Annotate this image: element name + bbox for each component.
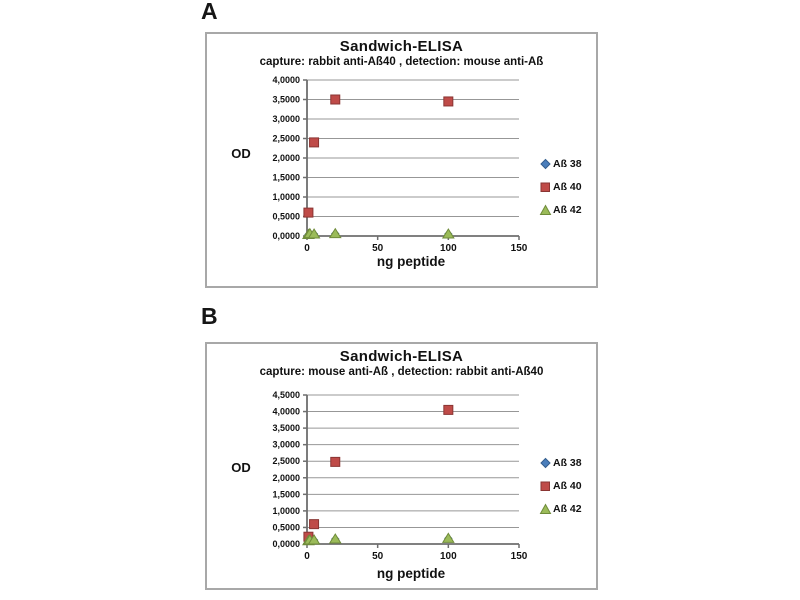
chart-subtitle: capture: rabbit anti-Aß40 , detection: mouse anti-Aß [259,56,544,68]
x-tick-label: 0 [304,243,310,254]
y-tick-label: 3,0000 [272,439,300,450]
legend-glyph [541,458,550,467]
legend-item-ab42 [539,198,582,221]
diamond-glyph [539,158,552,170]
x-tick-label: 50 [372,551,384,562]
chart-subtitle: capture: mouse anti-Aß , detection: rabbit anti-Aß40 [259,366,544,378]
y-tick-label: 2,5000 [272,456,300,467]
y-tick-label: 4,0000 [272,406,300,417]
legend-glyph [541,504,551,513]
legend-label-ab40: Aß 40 [553,479,582,492]
legend-marker-ab40-square-icon [539,480,552,492]
y-tick-label: 3,5000 [272,423,300,434]
data-point-square [331,95,340,104]
y-tick-label: 2,5000 [272,133,300,144]
triangle-glyph [539,204,552,216]
legend-item-ab38 [539,451,582,474]
legend-glyph [541,205,551,214]
x-axis-title: ng peptide [376,254,446,269]
x-tick-label: 100 [439,243,457,254]
legend [539,451,582,520]
chart-title: Sandwich-ELISA [339,38,464,55]
x-tick-label: 150 [510,551,528,562]
y-tick-label: 2,0000 [272,153,300,163]
data-point-square [310,520,319,529]
legend-label-ab40: Aß 40 [553,180,582,193]
x-tick-label: 50 [372,243,384,254]
legend-marker-ab38-diamond-icon [539,457,552,469]
y-tick-label: 1,5000 [272,172,300,183]
square-glyph [539,480,552,492]
x-axis-title: ng peptide [376,566,446,581]
legend-marker-ab38-diamond-icon [539,158,552,170]
panel-b-letter: B [201,303,218,329]
legend-glyph [541,183,550,192]
panel-a-chart [205,32,598,288]
data-point-square [310,138,319,147]
y-axis-title: OD [231,460,251,475]
legend-label-ab42: Aß 42 [553,203,582,216]
panel-b-chart [205,342,598,590]
legend-label-ab38: Aß 38 [553,456,582,469]
legend-marker-ab42-triangle-icon [539,204,552,216]
chart-title: Sandwich-ELISA [339,348,464,365]
y-tick-label: 3,5000 [272,94,300,105]
legend-label-ab42: Aß 42 [553,502,582,515]
y-tick-label: 0,0000 [272,539,300,549]
legend-marker-ab42-triangle-icon [539,503,552,515]
legend-glyph [541,482,550,491]
square-glyph [539,181,552,193]
y-tick-label: 4,0000 [272,75,300,85]
y-tick-label: 1,5000 [272,489,300,500]
y-tick-label: 2,0000 [272,472,300,483]
legend-item-ab42 [539,497,582,520]
y-tick-label: 0,0000 [272,231,300,241]
legend [539,152,582,221]
data-point-square [304,208,313,217]
y-tick-label: 1,0000 [272,505,300,516]
legend-item-ab40 [539,175,582,198]
y-axis-title: OD [231,146,251,161]
data-point-square [444,97,453,106]
triangle-glyph [539,503,552,515]
data-point-triangle [330,534,341,543]
y-tick-label: 0,5000 [272,522,300,533]
data-point-triangle [330,229,341,238]
legend-glyph [541,159,550,168]
x-tick-label: 100 [439,551,457,562]
data-point-triangle [443,533,454,542]
data-point-square [331,457,340,466]
legend-label-ab38: Aß 38 [553,157,582,170]
y-tick-label: 0,5000 [272,211,300,222]
panel-a-letter: A [201,0,218,24]
y-tick-label: 4,5000 [272,390,300,400]
x-tick-label: 150 [510,243,528,254]
legend-marker-ab40-square-icon [539,181,552,193]
legend-item-ab38 [539,152,582,175]
legend-item-ab40 [539,474,582,497]
data-point-square [444,405,453,414]
data-point-triangle [443,229,454,238]
x-tick-label: 0 [304,551,310,562]
diamond-glyph [539,457,552,469]
y-tick-label: 1,0000 [272,192,300,202]
y-tick-label: 3,0000 [272,114,300,124]
